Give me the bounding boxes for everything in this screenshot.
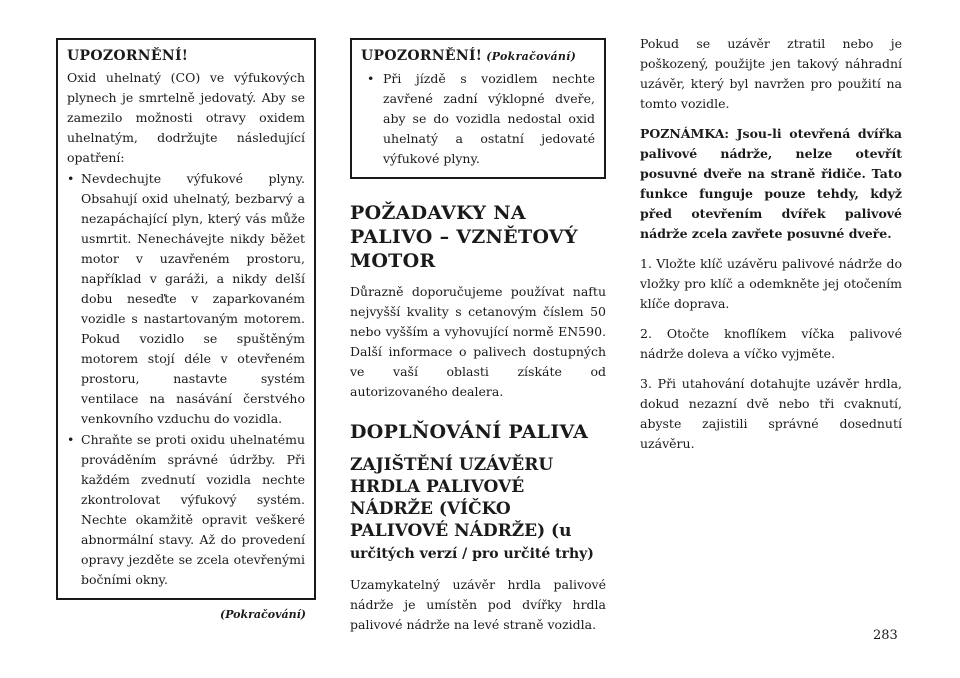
refueling-heading: DOPLŇOVÁNÍ PALIVA xyxy=(350,421,589,443)
warning-bullet: • Při jízdě s vozidlem nechte zavřené zadní výklopné dveře, aby se do vozidla nedostal oxid uhelnatý a ostatní jedovaté výfukové plyny. xyxy=(367,69,595,169)
warning-bullet: • Nevdechujte výfukové plyny. Obsahují oxid uhelnatý, bezbarvý a nezapáchající plyn, který vás může usmrtit. Nenechávejte nikdy běžet motor v uzavřeném prostoru, například v garáži, a nikdy delší dobu neseďte v zaparkovaném vozidle s nastartovaným motorem. Pokud vozidlo se spuštěným motorem stojí déle v otevřeném prostoru, nastavte systém ventilace na nasávání čerstvého venkovního vzduchu do vozidla. xyxy=(67,169,305,429)
warning-continued-label: (Pokračování) xyxy=(486,50,577,63)
continued-note: (Pokračování) xyxy=(220,608,306,621)
warning-bullets xyxy=(67,169,305,590)
warning-bullet: • Chraňte se proti oxidu uhelnatému prováděním správné údržby. Při každém zvednutí vozidla nechte zkontrolovat výfukový systém. Nechte okamžitě opravit veškeré abnormální stavy. Až do provedení opravy jezděte se zcela otevřenými bočními okny. xyxy=(67,430,305,590)
co-warning-box-continued xyxy=(350,38,606,179)
fuel-requirements-heading: POŽADAVKY NA PALIVO – VZNĚTOVÝ MOTOR xyxy=(350,202,578,272)
warning-title: UPOZORNĚNÍ! xyxy=(67,48,189,64)
fuel-cap-heading-main: ZAJIŠTĚNÍ UZÁVĚRU HRDLA PALIVOVÉ NÁDRŽE (VÍČKO PALIVOVÉ NÁDRŽE) (u xyxy=(350,455,572,541)
warning-title xyxy=(361,46,595,67)
fuel-requirements-text: Důrazně doporučujeme používat naftu nejvyšší kvality s cetanovým číslem 50 nebo vyšším a vyhovující normě EN590. Další informace o palivech dostupných ve vaší oblasti získáte od autorizovaného dealera. xyxy=(350,284,606,399)
co-warning-box xyxy=(56,38,316,600)
step-2: 2. Otočte knoflíkem víčka palivové nádrže doleva a víčko vyjměte. xyxy=(640,326,902,361)
page-number: 283 xyxy=(873,628,898,643)
sliding-door-note: POZNÁMKA: Jsou-li otevřená dvířka palivové nádrže, nelze otevřít posuvné dveře na straně řidiče. Tato funkce funguje pouze tehdy, když před otevřením dvířek palivové nádrže zcela zavřete posuvné dveře. xyxy=(640,126,902,241)
warning-intro: Oxid uhelnatý (CO) ve výfukových plynech je smrtelně jedovatý. Aby se zamezilo možnosti otravy oxidem uhelnatým, dodržujte následující opatření: xyxy=(67,70,305,165)
replacement-cap-text: Pokud se uzávěr ztratil nebo je poškozený, použijte jen takový náhradní uzávěr, který byl navržen pro použití na tomto vozidle. xyxy=(640,36,902,111)
fuel-cap-heading-sub: určitých verzí / pro určité trhy) xyxy=(350,546,594,562)
step-1: 1. Vložte klíč uzávěru palivové nádrže do vložky pro klíč a odemkněte jej otočením klíče doprava. xyxy=(640,256,902,311)
fuel-cap-heading xyxy=(350,454,606,565)
middle-column xyxy=(350,38,606,635)
right-column xyxy=(640,34,902,454)
left-column xyxy=(56,38,316,621)
warning-title-text: UPOZORNĚNÍ! xyxy=(361,48,483,64)
fuel-cap-text: Uzamykatelný uzávěr hrdla palivové nádrže je umístěn pod dvířky hrdla palivové nádrže na levé straně vozidla. xyxy=(350,577,606,632)
step-3: 3. Při utahování dotahujte uzávěr hrdla, dokud nezazní dvě nebo tři cvaknutí, abyste zajistili správné dosednutí uzávěru. xyxy=(640,376,902,451)
warning-bullets xyxy=(361,69,595,169)
